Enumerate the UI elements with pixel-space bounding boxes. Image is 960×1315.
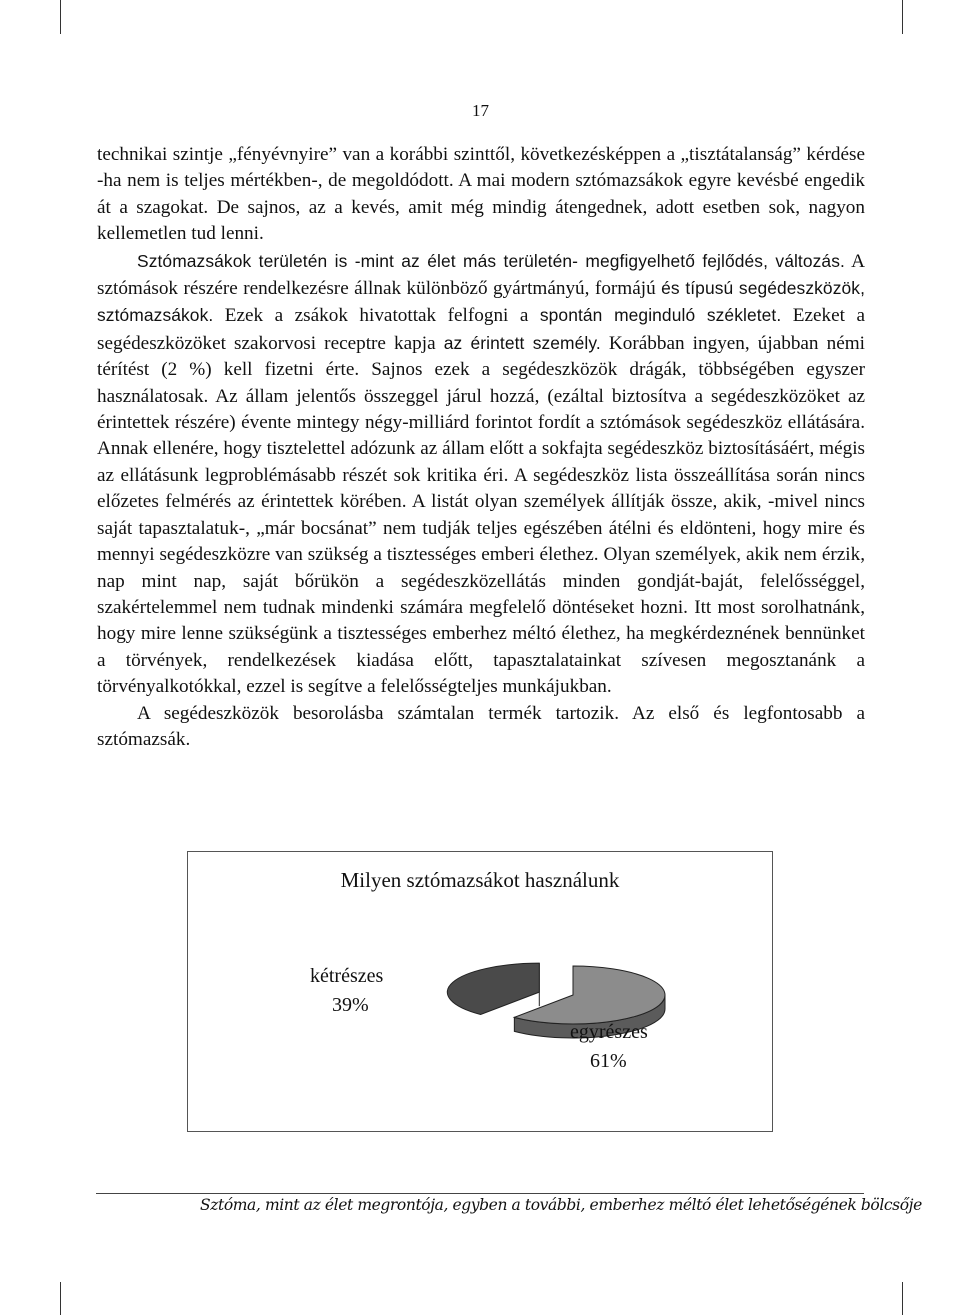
pie-chart xyxy=(187,851,773,1132)
pie-label-name: egyrészes xyxy=(570,1021,648,1043)
paragraph-3 xyxy=(97,701,865,754)
chart-title: Milyen sztómazsákot használunk xyxy=(340,868,620,892)
crop-mark-top-right xyxy=(902,0,903,34)
text-segment: Sztómazsákok területén is -mint az élet más területén- megfigyelhető fejlődés, változás. xyxy=(137,250,845,271)
text-segment: A segédeszközök besorolásba számtalan termék tartozik. Az első és legfontosabb a sztómazsák. xyxy=(97,702,865,750)
pie-slice-0 xyxy=(447,963,539,1014)
body-text xyxy=(97,142,865,753)
text-segment: Ezek a zsákok hivatottak felfogni a xyxy=(213,305,540,327)
text-segment: A sztómások részére rendelkezésre állnak különböző gyártmányú, formájú xyxy=(97,250,865,300)
crop-mark-bottom-left xyxy=(60,1282,61,1315)
pie-chart-svg xyxy=(188,852,774,1133)
pie-label-value: 61% xyxy=(590,1050,627,1072)
page-number: 17 xyxy=(472,101,489,120)
text-segment: spontán meginduló székletet. xyxy=(539,305,782,326)
paragraph-2 xyxy=(97,248,865,701)
text-segment: az érintett személy. xyxy=(443,332,601,353)
pie-slice-top xyxy=(447,963,539,1014)
crop-mark-bottom-right xyxy=(902,1282,903,1315)
text-segment: Ezeket a segédeszközöket szakorvosi receptre kapja xyxy=(97,305,865,354)
footer-rule xyxy=(96,1193,864,1194)
text-segment: és típusú segédeszközök, sztómazsákok. xyxy=(97,278,865,326)
paragraph-1 xyxy=(97,142,865,248)
pie-label-name: kétrészes xyxy=(310,965,384,987)
text-segment: technikai szintje „fényévnyire” van a korábbi szinttől, következésképpen a „tisztátalanság” kérdése -ha nem is teljes mértékben-, de megoldódott. A mai modern sztómazsákok egyre kevésbé engedik át a szagokat. De sajnos, az a kevés, amit még mindig átengednek, adott esetben sok, nagyon kellemetlen tud lenni. xyxy=(97,144,865,245)
footer-text: Sztóma, mint az élet megrontója, egyben a további, emberhez méltó élet lehetőségének bölcsője xyxy=(200,1196,922,1214)
text-segment: Korábban ingyen, újabban némi térítést (2 %) kell fizetni érte. Sajnos ezek a segédeszközök drágák, többségében egyszer használatosak. Az állam jelentős összeggel járul hozzá, (ezáltal biztosítva a segédeszközöket az érintettek részére) évente mintegy négy-milliárd forintot fordít a sztómások segédeszköz ellátására. Annak ellenére, hogy tisztelettel adózunk az állam előtt a sokfajta segédeszköz biztosításáért, mégis az ellátásunk legproblémásabb részét sok kritika éri. A segédeszköz lista összeállítása során nincs előzetes felmérés az érintettek körében. A listát olyan személyek állítják össze, akik, -mivel nincs saját tapasztalatuk-, „már bocsánat” nem tudják teljes egészében átélni és eldönteni, hogy mire és mennyi segédeszközre van szükség a tisztességes emberi élethez. Olyan személyek, akik nem érzik, nap mint nap, saját bőrükön a segédeszközellátás minden gondját-baját, felelősséggel, szakértelemmel nem tudnak mindenki számára megfelelő döntéseket hozni. Itt most sorolhatnánk, hogy mire lenne szükségünk a tisztességes emberhez méltó élethez, ha megkérdeznének bennünket a törvények, rendelkezések kiadása előtt, tapasztalatainkat szívesen megosztanánk a törvényalkotókkal, ezzel is segítve a felelősségteljes munkájukban. xyxy=(97,332,865,698)
crop-mark-top-left xyxy=(60,0,61,34)
pie-label-value: 39% xyxy=(332,994,369,1016)
